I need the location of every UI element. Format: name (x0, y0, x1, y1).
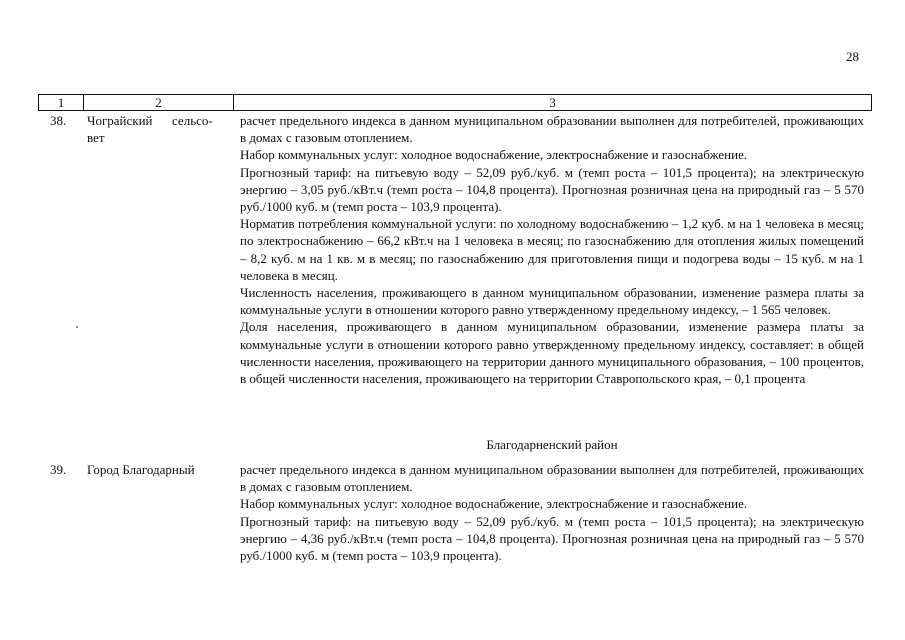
row-number: 38. (50, 113, 67, 128)
row-description (240, 112, 864, 387)
header-col-2: 2 (84, 95, 234, 110)
row-description (240, 461, 864, 564)
row-number: 39. (50, 462, 67, 477)
header-col-1: 1 (39, 95, 84, 110)
header-col-3: 3 (549, 95, 556, 110)
page-number: 28 (846, 49, 859, 64)
description-paragraph: Доля населения, проживающего в данном муниципальном образовании, изменение размера платы за коммунальные услуги в отношении которого равно утвержденному предельному индексу, составляет: в общей численности населения, проживающего на территории данного муниципального образования, – 100 процентов, в общей численности населения, проживающего на территории Ставропольского края, – 0,1 процента (240, 319, 864, 387)
municipality-name-line-2: вет (87, 130, 105, 146)
municipality-name (87, 112, 229, 146)
description-paragraph: Набор коммунальных услуг: холодное водоснабжение, электроснабжение и газоснабжение. (240, 496, 748, 512)
description-paragraph: расчет предельного индекса в данном муниципальном образовании выполнен для потребителей, проживающих в домах с газовым отоплением. (240, 462, 864, 495)
scan-artifact-dot (76, 326, 78, 328)
municipality-name (87, 461, 229, 478)
description-paragraph: Прогнозный тариф: на питьевую воду – 52,09 руб./куб. м (темп роста – 101,5 процента); на электрическую энергию – 3,05 руб./кВт.ч (темп роста – 104,8 процента). Прогнозная розничная цена на природный газ – 5 570 руб./1000 куб. м (темп роста – 103,9 процента). (240, 164, 864, 215)
table-header-row (38, 94, 872, 111)
municipality-name-line-1: Чограйский сельсо- (87, 113, 213, 128)
district-heading: Благодарненский район (486, 437, 618, 452)
description-paragraph: расчет предельного индекса в данном муниципальном образовании выполнен для потребителей, проживающих в домах с газовым отоплением. (240, 113, 864, 146)
municipality-name-line-1: Город Благодарный (87, 462, 195, 477)
description-paragraph: Прогнозный тариф: на питьевую воду – 52,09 руб./куб. м (темп роста – 101,5 процента); на электрическую энергию – 4,36 руб./кВт.ч (темп роста – 104,8 процента). Прогнозная розничная цена на природный газ – 5 570 руб./1000 куб. м (темп роста – 103,9 процента). (240, 513, 864, 564)
description-paragraph: Численность населения, проживающего в данном муниципальном образовании, изменение размера платы за коммунальные услуги в отношении которого равно утвержденному предельному индексу, – 1 565 человек. (240, 285, 864, 318)
description-paragraph: Норматив потребления коммунальной услуги: по холодному водоснабжению – 1,2 куб. м на 1 человека в месяц; по электроснабжению – 66,2 кВт.ч на 1 человека в месяц; по газоснабжению для отопления жилых помещений – 8,2 куб. м на 1 кв. м в месяц; по газоснабжению для приготовления пищи и подогрева воды – 15 куб. м на 1 человека в месяц. (240, 216, 864, 283)
description-paragraph: Набор коммунальных услуг: холодное водоснабжение, электроснабжение и газоснабжение. (240, 147, 748, 163)
